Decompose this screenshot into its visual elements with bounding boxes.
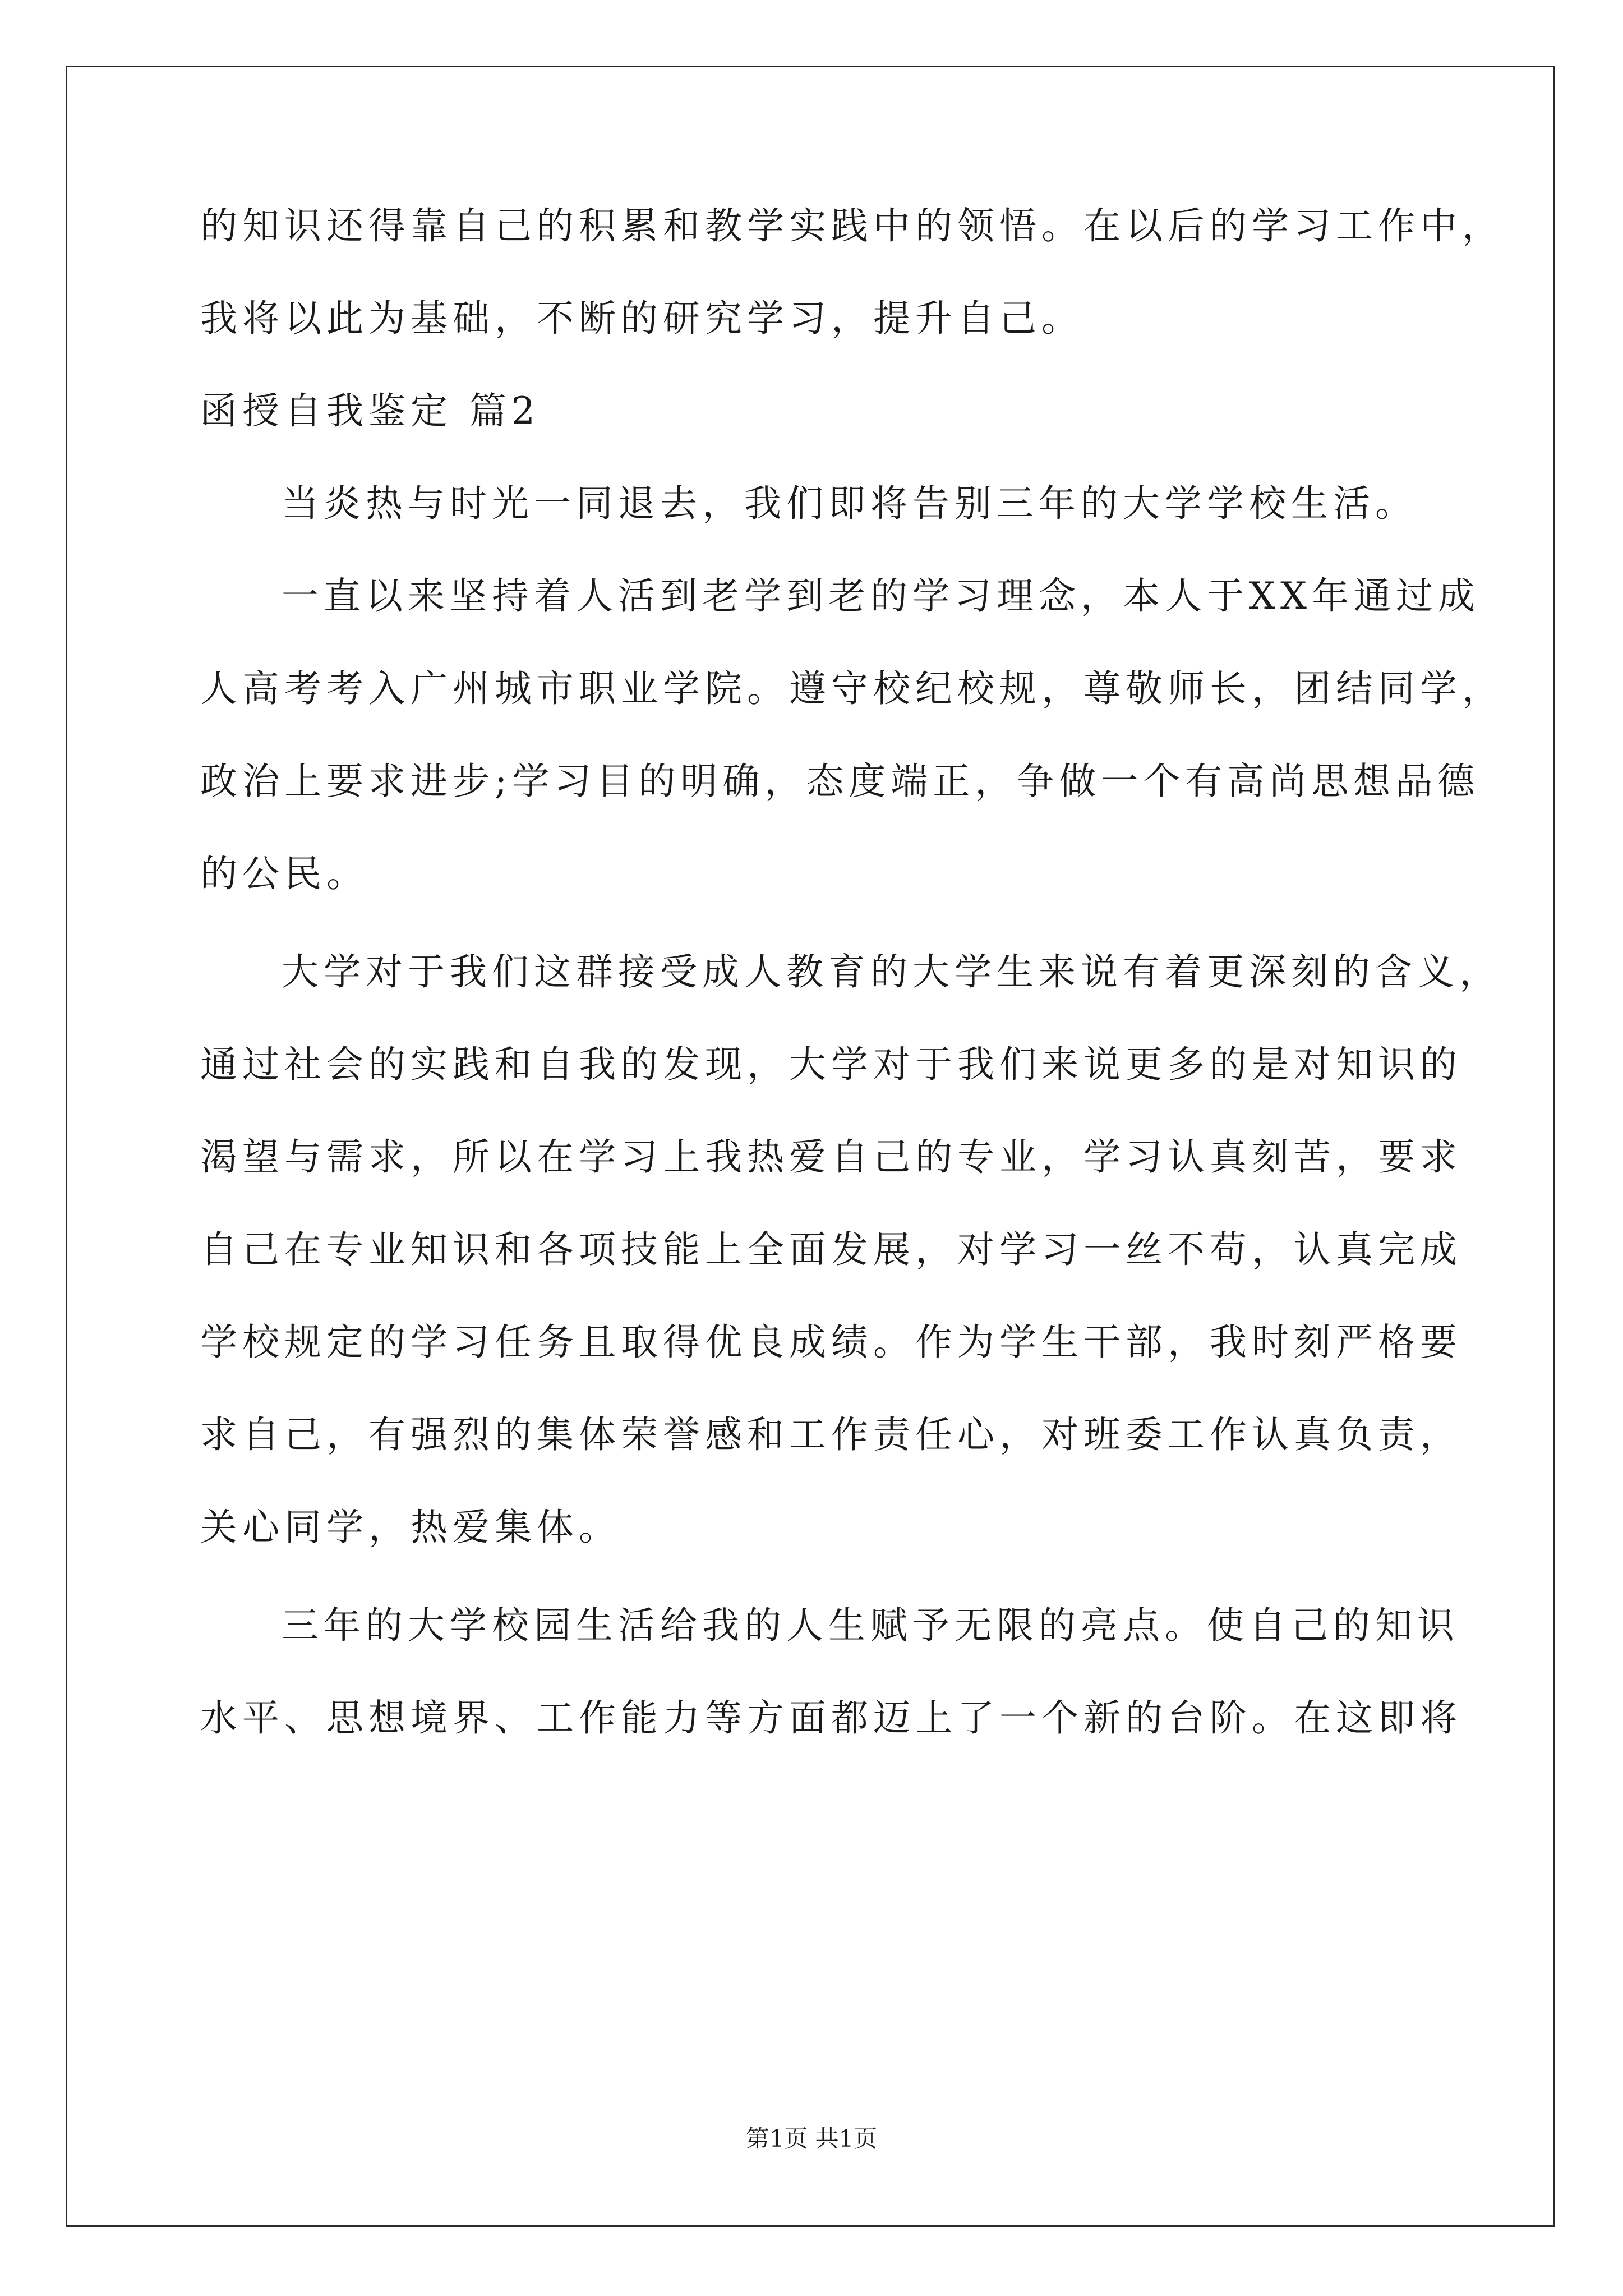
text-line: 关心同学，热爱集体。 [200, 1506, 621, 1549]
text-line: 渴望与需求，所以在学习上我热爱自己的专业，学习认真刻苦，要求 [200, 1135, 1462, 1179]
section-heading: 函授自我鉴定 篇2 [200, 389, 540, 432]
text-line: 水平、思想境界、工作能力等方面都迈上了一个新的台阶。在这即将 [200, 1696, 1462, 1740]
text-line: 政治上要求进步;学习目的明确，态度端正，争做一个有高尚思想品德 [200, 760, 1480, 803]
text-line: 的知识还得靠自己的积累和教学实践中的领悟。在以后的学习工作中， [200, 204, 1504, 247]
text-line: 通过社会的实践和自我的发现，大学对于我们来说更多的是对知识的 [200, 1043, 1462, 1086]
text-line: 当炎热与时光一同退去，我们即将告别三年的大学学校生活。 [282, 482, 1417, 525]
text-line: 三年的大学校园生活给我的人生赋予无限的亮点。使自己的知识 [282, 1604, 1459, 1647]
text-line: 学校规定的学习任务且取得优良成绩。作为学生干部，我时刻严格要 [200, 1320, 1462, 1364]
text-line: 一直以来坚持着人活到老学到老的学习理念，本人于XX年通过成 [282, 574, 1480, 618]
page-number-footer: 第1页 共1页 [745, 2125, 878, 2152]
text-line: 求自己，有强烈的集体荣誉感和工作责任心，对班委工作认真负责， [200, 1413, 1462, 1456]
text-line: 的公民。 [200, 852, 368, 895]
text-line: 自己在专业知识和各项技能上全面发展，对学习一丝不苟，认真完成 [200, 1228, 1462, 1271]
text-line: 我将以此为基础，不断的研究学习，提升自己。 [200, 297, 1083, 340]
text-line: 人高考考入广州城市职业学院。遵守校纪校规，尊敬师长，团结同学， [200, 667, 1504, 710]
text-line: 大学对于我们这群接受成人教育的大学生来说有着更深刻的含义， [282, 950, 1501, 993]
